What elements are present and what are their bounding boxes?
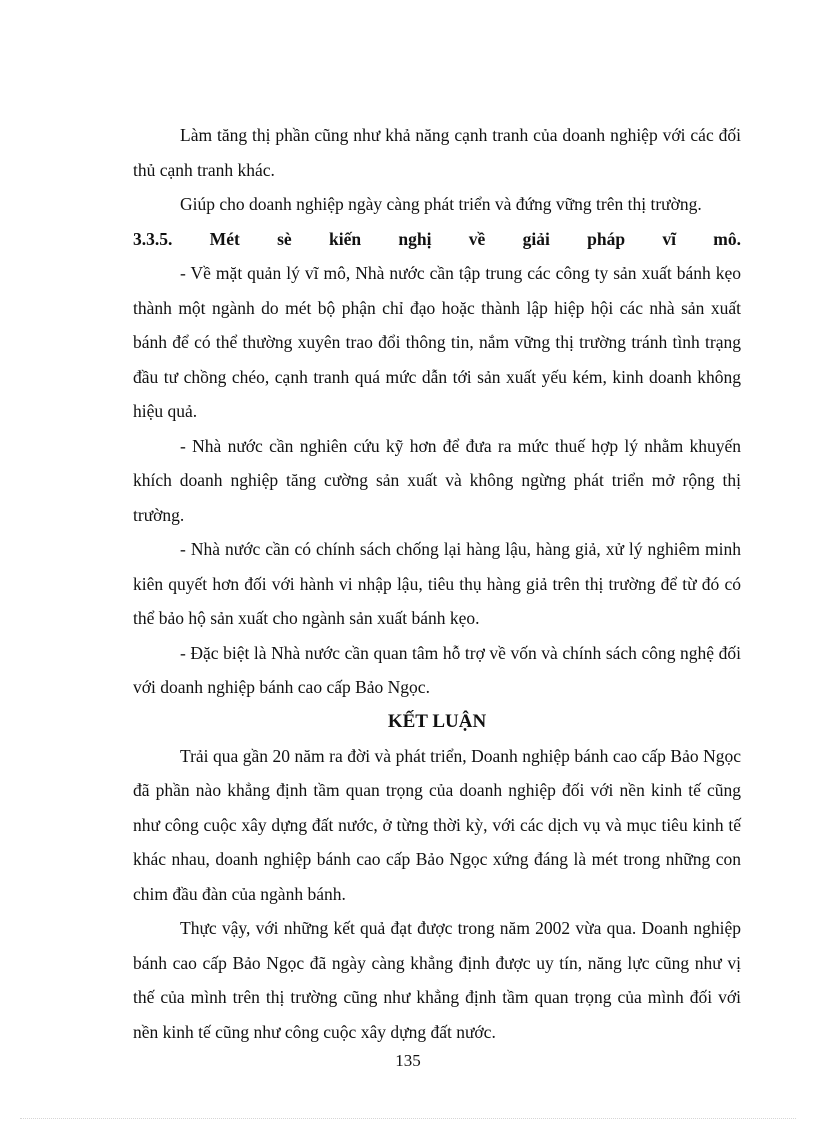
section-heading-3-3-5: 3.3.5. Mét sè kiến nghị về giải pháp vĩ mô. <box>133 228 741 249</box>
paragraph-conclusion-results: Thực vậy, với những kết quả đạt được trong năm 2002 vừa qua. Doanh nghiệp bánh cao cấp Bảo Ngọc đã ngày càng khẳng định được uy tín, năng lực cũng như vị thế của mình trên thị trường cũng như khẳng định tầm quan trọng của mình đối với nền kinh tế cũng như công cuộc xây dựng đất nước. <box>133 918 741 1042</box>
conclusion-title: KẾT LUẬN <box>387 710 487 732</box>
paragraph-capital-support: - Đặc biệt là Nhà nước cần quan tâm hỗ trợ về vốn và chính sách công nghệ đối với doanh nghiệp bánh cao cấp Bảo Ngọc. <box>133 642 741 697</box>
paragraph-smuggling-policy: - Nhà nước cần có chính sách chống lại hàng lậu, hàng giả, xử lý nghiêm minh kiên quyết hơn đối với hành vi nhập lậu, tiêu thụ hàng giả trên thị trường để từ đó có thể bảo hộ sản xuất cho ngành sản xuất bánh kẹo. <box>133 539 741 628</box>
paragraph-development: Giúp cho doanh nghiệp ngày càng phát triển và đứng vững trên thị trường. <box>180 194 702 214</box>
document-body <box>133 118 741 1049</box>
paragraph-conclusion-history: Trải qua gần 20 năm ra đời và phát triển, Doanh nghiệp bánh cao cấp Bảo Ngọc đã phần nào khẳng định tầm quan trọng của doanh nghiệp đối với nền kinh tế cũng như công cuộc xây dựng đất nước, ở từng thời kỳ, với các dịch vụ và mục tiêu kinh tế khác nhau, doanh nghiệp bánh cao cấp Bảo Ngọc xứng đáng là mét trong những con chim đầu đàn của ngành bánh. <box>133 745 741 904</box>
paragraph-tax-policy: - Nhà nước cần nghiên cứu kỹ hơn để đưa ra mức thuế hợp lý nhằm khuyến khích doanh nghiệp tăng cường sản xuất và không ngừng phát triển mở rộng thị trường. <box>133 435 741 525</box>
paragraph-macro-management: - Về mặt quản lý vĩ mô, Nhà nước cần tập trung các công ty sản xuất bánh kẹo thành một ngành do mét bộ phận chỉ đạo hoặc thành lập hiệp hội các nhà sản xuất bánh để có thể thường xuyên trao đổi thông tin, nắm vững thị trường tránh tình trạng đầu tư chồng chéo, cạnh tranh quá mức dẫn tới sản xuất yếu kém, kinh doanh không hiệu quả. <box>133 263 741 421</box>
page-bottom-divider <box>20 1118 796 1119</box>
page-number: 135 <box>395 1051 421 1070</box>
paragraph-market-share: Làm tăng thị phần cũng như khả năng cạnh tranh của doanh nghiệp với các đối thủ cạnh tranh khác. <box>133 125 741 180</box>
